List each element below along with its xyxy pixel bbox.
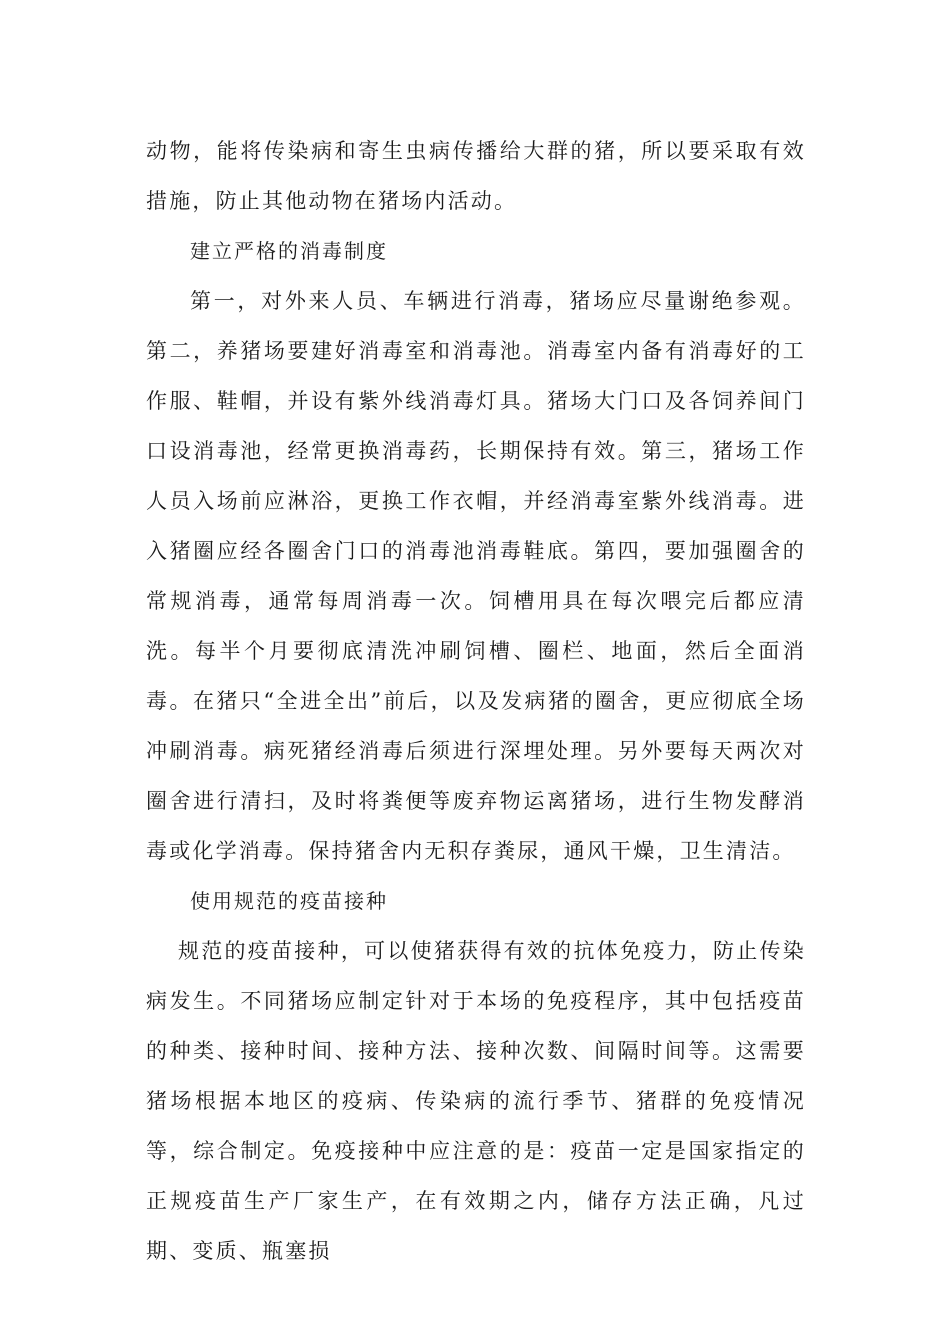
paragraph-disinfection: 第一，对外来人员、车辆进行消毒，猪场应尽量谢绝参观。第二，养猪场要建好消毒室和消毒池。消毒室内备有消毒好的工作服、鞋帽，并设有紫外线消毒灯具。猪场大门口及各饲养间门口设消毒池，经常更换消毒药，长期保持有效。第三，猪场工作人员入场前应淋浴，更换工作衣帽，并经消毒室紫外线消毒。进入猪圈应经各圈舍门口的消毒池消毒鞋底。第四，要加强圈舍的常规消毒，通常每周消毒一次。饲槽用具在每次喂完后都应清洗。每半个月要彻底清洗冲刷饲槽、圈栏、地面，然后全面消毒。在猪只“全进全出”前后，以及发病猪的圈舍，更应彻底全场冲刷消毒。病死猪经消毒后须进行深埋处理。另外要每天两次对圈舍进行清扫，及时将粪便等废弃物运离猪场，进行生物发酵消毒或化学消毒。保持猪舍内无积存粪尿，通风干燥，卫生清洁。 (146, 289, 806, 863)
paragraph-vaccination: 规范的疫苗接种，可以使猪获得有效的抗体免疫力，防止传染病发生。不同猪场应制定针对于本场的免疫程序，其中包括疫苗的种类、接种时间、接种方法、接种次数、间隔时间等。这需要猪场根据本地区的疫病、传染病的流行季节、猪群的免疫情况等，综合制定。免疫接种中应注意的是：疫苗一定是国家指定的正规疫苗生产厂家生产，在有效期之内，储存方法正确，凡过期、变质、瓶塞损 (146, 939, 806, 1263)
document-body (146, 126, 806, 1276)
paragraph-intro: 动物，能将传染病和寄生虫病传播给大群的猪，所以要采取有效措施，防止其他动物在猪场内活动。 (146, 139, 806, 213)
section-heading-disinfection: 建立严格的消毒制度 (190, 239, 388, 263)
section-heading-vaccination: 使用规范的疫苗接种 (190, 889, 388, 913)
